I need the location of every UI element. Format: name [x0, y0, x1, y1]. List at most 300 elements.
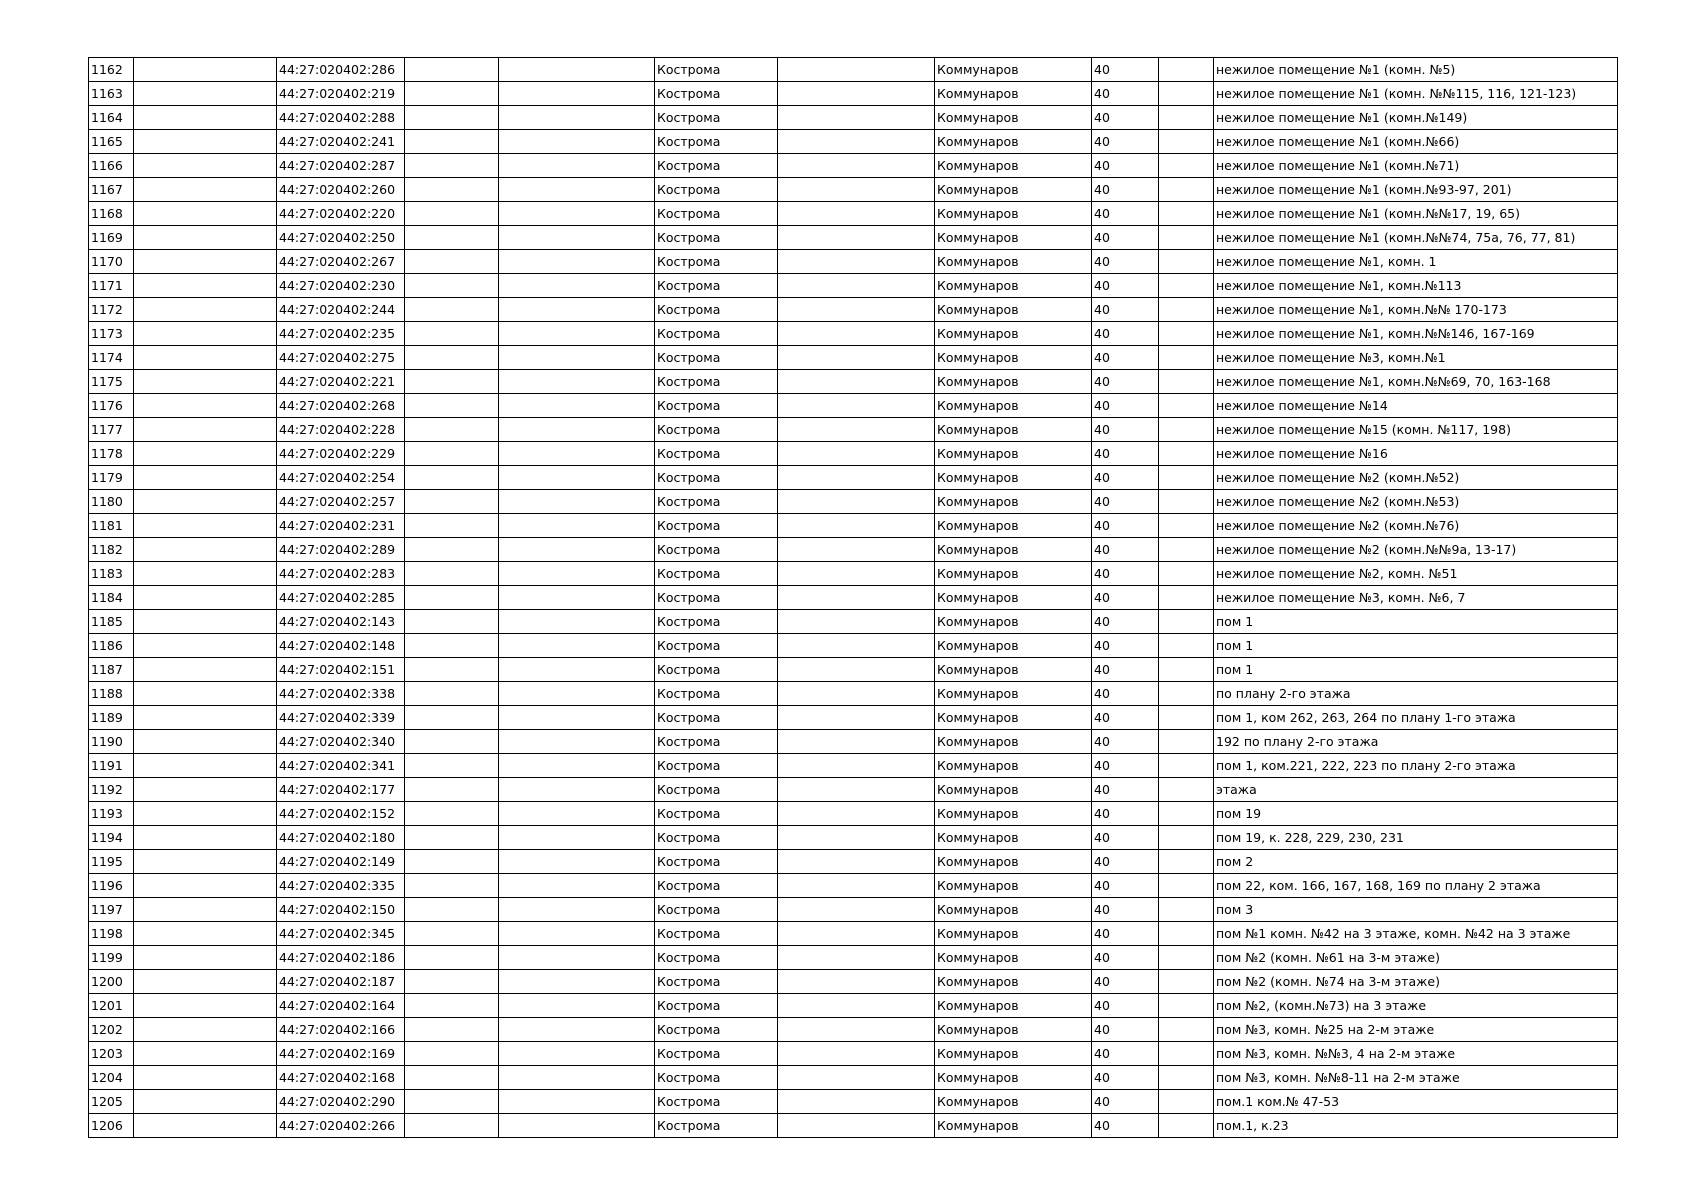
description-cell: нежилое помещение №1 (комн.№№74, 75а, 76, 77, 81) — [1214, 226, 1618, 250]
street-cell: Коммунаров — [935, 154, 1092, 178]
cadastral-number-cell: 44:27:020402:177 — [277, 778, 405, 802]
empty-cell — [499, 562, 655, 586]
house-number-cell: 40 — [1092, 1042, 1159, 1066]
empty-cell — [134, 250, 277, 274]
house-number-cell: 40 — [1092, 922, 1159, 946]
city-cell: Кострома — [655, 658, 778, 682]
street-cell: Коммунаров — [935, 346, 1092, 370]
house-number-cell: 40 — [1092, 226, 1159, 250]
city-cell: Кострома — [655, 946, 778, 970]
house-number-cell: 40 — [1092, 202, 1159, 226]
row-number-cell: 1165 — [89, 130, 134, 154]
house-number-cell: 40 — [1092, 730, 1159, 754]
cadastral-number-cell: 44:27:020402:228 — [277, 418, 405, 442]
empty-cell — [1159, 1090, 1214, 1114]
empty-cell — [499, 514, 655, 538]
description-cell: нежилое помещение №1 (комн.№66) — [1214, 130, 1618, 154]
street-cell: Коммунаров — [935, 634, 1092, 658]
row-number-cell: 1169 — [89, 226, 134, 250]
city-cell: Кострома — [655, 586, 778, 610]
empty-cell — [778, 706, 935, 730]
table-row — [89, 1018, 1618, 1042]
empty-cell — [778, 178, 935, 202]
description-cell: нежилое помещение №1 (комн.№№17, 19, 65) — [1214, 202, 1618, 226]
table-body — [89, 58, 1618, 1138]
empty-cell — [1159, 226, 1214, 250]
table-row — [89, 1090, 1618, 1114]
house-number-cell: 40 — [1092, 850, 1159, 874]
house-number-cell: 40 — [1092, 1114, 1159, 1138]
street-cell: Коммунаров — [935, 274, 1092, 298]
street-cell: Коммунаров — [935, 370, 1092, 394]
empty-cell — [778, 826, 935, 850]
empty-cell — [1159, 418, 1214, 442]
empty-cell — [499, 394, 655, 418]
row-number-cell: 1191 — [89, 754, 134, 778]
empty-cell — [405, 370, 499, 394]
empty-cell — [405, 106, 499, 130]
empty-cell — [1159, 1042, 1214, 1066]
description-cell: пом №3, комн. №№3, 4 на 2-м этаже — [1214, 1042, 1618, 1066]
empty-cell — [405, 970, 499, 994]
street-cell: Коммунаров — [935, 946, 1092, 970]
row-number-cell: 1162 — [89, 58, 134, 82]
city-cell: Кострома — [655, 394, 778, 418]
empty-cell — [778, 370, 935, 394]
empty-cell — [499, 442, 655, 466]
empty-cell — [1159, 682, 1214, 706]
table-row — [89, 922, 1618, 946]
empty-cell — [134, 778, 277, 802]
cadastral-number-cell: 44:27:020402:340 — [277, 730, 405, 754]
house-number-cell: 40 — [1092, 1018, 1159, 1042]
city-cell: Кострома — [655, 82, 778, 106]
empty-cell — [499, 538, 655, 562]
cadastral-number-cell: 44:27:020402:164 — [277, 994, 405, 1018]
empty-cell — [499, 106, 655, 130]
table-row — [89, 178, 1618, 202]
empty-cell — [778, 202, 935, 226]
table-row — [89, 466, 1618, 490]
empty-cell — [1159, 274, 1214, 298]
city-cell: Кострома — [655, 274, 778, 298]
cadastral-number-cell: 44:27:020402:254 — [277, 466, 405, 490]
description-cell: нежилое помещение №1 (комн. №№115, 116, 121-123) — [1214, 82, 1618, 106]
empty-cell — [405, 442, 499, 466]
empty-cell — [405, 394, 499, 418]
empty-cell — [405, 202, 499, 226]
cadastral-number-cell: 44:27:020402:290 — [277, 1090, 405, 1114]
city-cell: Кострома — [655, 154, 778, 178]
description-cell: нежилое помещение №1 (комн. №5) — [1214, 58, 1618, 82]
street-cell: Коммунаров — [935, 826, 1092, 850]
city-cell: Кострома — [655, 1066, 778, 1090]
empty-cell — [405, 1018, 499, 1042]
empty-cell — [778, 754, 935, 778]
description-cell: нежилое помещение №1, комн.№113 — [1214, 274, 1618, 298]
empty-cell — [134, 58, 277, 82]
empty-cell — [405, 658, 499, 682]
city-cell: Кострома — [655, 778, 778, 802]
cadastral-number-cell: 44:27:020402:149 — [277, 850, 405, 874]
empty-cell — [778, 58, 935, 82]
city-cell: Кострома — [655, 706, 778, 730]
table-row — [89, 1114, 1618, 1138]
empty-cell — [499, 274, 655, 298]
empty-cell — [499, 466, 655, 490]
empty-cell — [1159, 130, 1214, 154]
description-cell: пом №1 комн. №42 на 3 этаже, комн. №42 на 3 этаже — [1214, 922, 1618, 946]
city-cell: Кострома — [655, 802, 778, 826]
street-cell: Коммунаров — [935, 1090, 1092, 1114]
house-number-cell: 40 — [1092, 58, 1159, 82]
empty-cell — [1159, 298, 1214, 322]
empty-cell — [499, 1066, 655, 1090]
empty-cell — [405, 514, 499, 538]
description-cell: нежилое помещение №1, комн.№№146, 167-169 — [1214, 322, 1618, 346]
table-row — [89, 274, 1618, 298]
table-row — [89, 682, 1618, 706]
house-number-cell: 40 — [1092, 250, 1159, 274]
empty-cell — [134, 1090, 277, 1114]
table-row — [89, 346, 1618, 370]
house-number-cell: 40 — [1092, 874, 1159, 898]
empty-cell — [134, 826, 277, 850]
empty-cell — [499, 82, 655, 106]
table-row — [89, 730, 1618, 754]
cadastral-number-cell: 44:27:020402:150 — [277, 898, 405, 922]
table-row — [89, 106, 1618, 130]
street-cell: Коммунаров — [935, 922, 1092, 946]
table-row — [89, 946, 1618, 970]
empty-cell — [499, 826, 655, 850]
street-cell: Коммунаров — [935, 874, 1092, 898]
description-cell: нежилое помещение №16 — [1214, 442, 1618, 466]
empty-cell — [134, 130, 277, 154]
empty-cell — [499, 322, 655, 346]
empty-cell — [134, 634, 277, 658]
city-cell: Кострома — [655, 682, 778, 706]
empty-cell — [778, 634, 935, 658]
table-row — [89, 826, 1618, 850]
empty-cell — [499, 58, 655, 82]
street-cell: Коммунаров — [935, 394, 1092, 418]
empty-cell — [499, 178, 655, 202]
empty-cell — [778, 490, 935, 514]
empty-cell — [405, 946, 499, 970]
street-cell: Коммунаров — [935, 130, 1092, 154]
house-number-cell: 40 — [1092, 682, 1159, 706]
empty-cell — [134, 802, 277, 826]
empty-cell — [134, 418, 277, 442]
empty-cell — [1159, 874, 1214, 898]
description-cell: по плану 2-го этажа — [1214, 682, 1618, 706]
cadastral-number-cell: 44:27:020402:219 — [277, 82, 405, 106]
empty-cell — [134, 370, 277, 394]
cadastral-number-cell: 44:27:020402:283 — [277, 562, 405, 586]
empty-cell — [499, 898, 655, 922]
street-cell: Коммунаров — [935, 298, 1092, 322]
empty-cell — [778, 802, 935, 826]
street-cell: Коммунаров — [935, 730, 1092, 754]
cadastral-number-cell: 44:27:020402:286 — [277, 58, 405, 82]
city-cell: Кострома — [655, 178, 778, 202]
cadastral-number-cell: 44:27:020402:266 — [277, 1114, 405, 1138]
row-number-cell: 1183 — [89, 562, 134, 586]
table-row — [89, 754, 1618, 778]
empty-cell — [1159, 466, 1214, 490]
cadastral-number-cell: 44:27:020402:285 — [277, 586, 405, 610]
row-number-cell: 1179 — [89, 466, 134, 490]
house-number-cell: 40 — [1092, 898, 1159, 922]
row-number-cell: 1196 — [89, 874, 134, 898]
description-cell: нежилое помещение №2, комн. №51 — [1214, 562, 1618, 586]
empty-cell — [405, 274, 499, 298]
row-number-cell: 1188 — [89, 682, 134, 706]
description-cell: пом №3, комн. №№8-11 на 2-м этаже — [1214, 1066, 1618, 1090]
row-number-cell: 1206 — [89, 1114, 134, 1138]
street-cell: Коммунаров — [935, 586, 1092, 610]
empty-cell — [499, 346, 655, 370]
empty-cell — [1159, 394, 1214, 418]
house-number-cell: 40 — [1092, 442, 1159, 466]
empty-cell — [405, 730, 499, 754]
street-cell: Коммунаров — [935, 898, 1092, 922]
cadastral-number-cell: 44:27:020402:257 — [277, 490, 405, 514]
empty-cell — [405, 226, 499, 250]
empty-cell — [778, 346, 935, 370]
empty-cell — [405, 178, 499, 202]
empty-cell — [134, 178, 277, 202]
table-row — [89, 850, 1618, 874]
description-cell: нежилое помещение №2 (комн.№52) — [1214, 466, 1618, 490]
row-number-cell: 1197 — [89, 898, 134, 922]
empty-cell — [405, 778, 499, 802]
cadastral-number-cell: 44:27:020402:168 — [277, 1066, 405, 1090]
description-cell: пом 1 — [1214, 634, 1618, 658]
row-number-cell: 1182 — [89, 538, 134, 562]
cadastral-number-cell: 44:27:020402:231 — [277, 514, 405, 538]
table-row — [89, 874, 1618, 898]
cadastral-number-cell: 44:27:020402:241 — [277, 130, 405, 154]
empty-cell — [778, 250, 935, 274]
empty-cell — [134, 682, 277, 706]
empty-cell — [1159, 754, 1214, 778]
empty-cell — [405, 82, 499, 106]
cadastral-number-cell: 44:27:020402:268 — [277, 394, 405, 418]
empty-cell — [778, 610, 935, 634]
empty-cell — [778, 1066, 935, 1090]
cadastral-number-cell: 44:27:020402:288 — [277, 106, 405, 130]
empty-cell — [1159, 106, 1214, 130]
street-cell: Коммунаров — [935, 1018, 1092, 1042]
table-row — [89, 58, 1618, 82]
empty-cell — [778, 394, 935, 418]
table-row — [89, 970, 1618, 994]
cadastral-number-cell: 44:27:020402:169 — [277, 1042, 405, 1066]
empty-cell — [134, 202, 277, 226]
house-number-cell: 40 — [1092, 274, 1159, 298]
table-row — [89, 1066, 1618, 1090]
city-cell: Кострома — [655, 514, 778, 538]
empty-cell — [134, 1114, 277, 1138]
description-cell: нежилое помещение №1 (комн.№149) — [1214, 106, 1618, 130]
cadastral-number-cell: 44:27:020402:345 — [277, 922, 405, 946]
empty-cell — [134, 874, 277, 898]
house-number-cell: 40 — [1092, 634, 1159, 658]
street-cell: Коммунаров — [935, 970, 1092, 994]
empty-cell — [778, 106, 935, 130]
row-number-cell: 1168 — [89, 202, 134, 226]
row-number-cell: 1177 — [89, 418, 134, 442]
empty-cell — [778, 970, 935, 994]
empty-cell — [134, 322, 277, 346]
table-row — [89, 370, 1618, 394]
row-number-cell: 1176 — [89, 394, 134, 418]
empty-cell — [405, 562, 499, 586]
table-row — [89, 82, 1618, 106]
empty-cell — [499, 1114, 655, 1138]
empty-cell — [405, 682, 499, 706]
house-number-cell: 40 — [1092, 610, 1159, 634]
description-cell: нежилое помещение №1 (комн.№71) — [1214, 154, 1618, 178]
description-cell: пом 1 — [1214, 658, 1618, 682]
empty-cell — [1159, 946, 1214, 970]
row-number-cell: 1192 — [89, 778, 134, 802]
property-registry-table — [88, 57, 1618, 1138]
table-row — [89, 538, 1618, 562]
empty-cell — [499, 730, 655, 754]
cadastral-number-cell: 44:27:020402:220 — [277, 202, 405, 226]
empty-cell — [405, 1090, 499, 1114]
empty-cell — [134, 274, 277, 298]
house-number-cell: 40 — [1092, 154, 1159, 178]
empty-cell — [405, 346, 499, 370]
street-cell: Коммунаров — [935, 658, 1092, 682]
empty-cell — [405, 802, 499, 826]
cadastral-number-cell: 44:27:020402:143 — [277, 610, 405, 634]
empty-cell — [405, 706, 499, 730]
table-row — [89, 442, 1618, 466]
street-cell: Коммунаров — [935, 1042, 1092, 1066]
empty-cell — [499, 250, 655, 274]
empty-cell — [1159, 778, 1214, 802]
empty-cell — [405, 922, 499, 946]
row-number-cell: 1164 — [89, 106, 134, 130]
empty-cell — [778, 922, 935, 946]
empty-cell — [778, 418, 935, 442]
empty-cell — [499, 682, 655, 706]
empty-cell — [405, 994, 499, 1018]
empty-cell — [1159, 490, 1214, 514]
street-cell: Коммунаров — [935, 202, 1092, 226]
empty-cell — [1159, 658, 1214, 682]
cadastral-number-cell: 44:27:020402:339 — [277, 706, 405, 730]
description-cell: пом 1, ком 262, 263, 264 по плану 1-го этажа — [1214, 706, 1618, 730]
empty-cell — [1159, 586, 1214, 610]
cadastral-number-cell: 44:27:020402:187 — [277, 970, 405, 994]
street-cell: Коммунаров — [935, 250, 1092, 274]
house-number-cell: 40 — [1092, 322, 1159, 346]
description-cell: нежилое помещение №1 (комн.№93-97, 201) — [1214, 178, 1618, 202]
description-cell: пом.1 ком.№ 47-53 — [1214, 1090, 1618, 1114]
city-cell: Кострома — [655, 826, 778, 850]
empty-cell — [499, 154, 655, 178]
empty-cell — [499, 298, 655, 322]
row-number-cell: 1184 — [89, 586, 134, 610]
city-cell: Кострома — [655, 850, 778, 874]
description-cell: пом №3, комн. №25 на 2-м этаже — [1214, 1018, 1618, 1042]
street-cell: Коммунаров — [935, 754, 1092, 778]
description-cell: нежилое помещение №3, комн.№1 — [1214, 346, 1618, 370]
street-cell: Коммунаров — [935, 562, 1092, 586]
empty-cell — [1159, 370, 1214, 394]
description-cell: пом 22, ком. 166, 167, 168, 169 по плану 2 этажа — [1214, 874, 1618, 898]
empty-cell — [778, 130, 935, 154]
city-cell: Кострома — [655, 370, 778, 394]
row-number-cell: 1175 — [89, 370, 134, 394]
cadastral-number-cell: 44:27:020402:180 — [277, 826, 405, 850]
house-number-cell: 40 — [1092, 658, 1159, 682]
house-number-cell: 40 — [1092, 538, 1159, 562]
street-cell: Коммунаров — [935, 466, 1092, 490]
house-number-cell: 40 — [1092, 778, 1159, 802]
street-cell: Коммунаров — [935, 418, 1092, 442]
cadastral-number-cell: 44:27:020402:289 — [277, 538, 405, 562]
empty-cell — [778, 538, 935, 562]
empty-cell — [1159, 970, 1214, 994]
row-number-cell: 1186 — [89, 634, 134, 658]
description-cell: пом №2 (комн. №61 на 3-м этаже) — [1214, 946, 1618, 970]
table-row — [89, 154, 1618, 178]
description-cell: нежилое помещение №1, комн. 1 — [1214, 250, 1618, 274]
table-row — [89, 394, 1618, 418]
row-number-cell: 1170 — [89, 250, 134, 274]
description-cell: пом 1, ком.221, 222, 223 по плану 2-го этажа — [1214, 754, 1618, 778]
row-number-cell: 1201 — [89, 994, 134, 1018]
empty-cell — [499, 610, 655, 634]
table-row — [89, 250, 1618, 274]
empty-cell — [134, 658, 277, 682]
house-number-cell: 40 — [1092, 418, 1159, 442]
empty-cell — [499, 586, 655, 610]
empty-cell — [1159, 850, 1214, 874]
city-cell: Кострома — [655, 994, 778, 1018]
empty-cell — [405, 850, 499, 874]
description-cell: нежилое помещение №1, комн.№№ 170-173 — [1214, 298, 1618, 322]
empty-cell — [134, 994, 277, 1018]
table-row — [89, 778, 1618, 802]
empty-cell — [1159, 178, 1214, 202]
empty-cell — [778, 994, 935, 1018]
city-cell: Кострома — [655, 898, 778, 922]
cadastral-number-cell: 44:27:020402:244 — [277, 298, 405, 322]
house-number-cell: 40 — [1092, 394, 1159, 418]
row-number-cell: 1199 — [89, 946, 134, 970]
city-cell: Кострома — [655, 874, 778, 898]
city-cell: Кострома — [655, 58, 778, 82]
empty-cell — [405, 490, 499, 514]
street-cell: Коммунаров — [935, 538, 1092, 562]
city-cell: Кострома — [655, 970, 778, 994]
table-row — [89, 610, 1618, 634]
empty-cell — [1159, 898, 1214, 922]
empty-cell — [1159, 346, 1214, 370]
street-cell: Коммунаров — [935, 58, 1092, 82]
description-cell: нежилое помещение №2 (комн.№76) — [1214, 514, 1618, 538]
empty-cell — [134, 586, 277, 610]
table-row — [89, 322, 1618, 346]
